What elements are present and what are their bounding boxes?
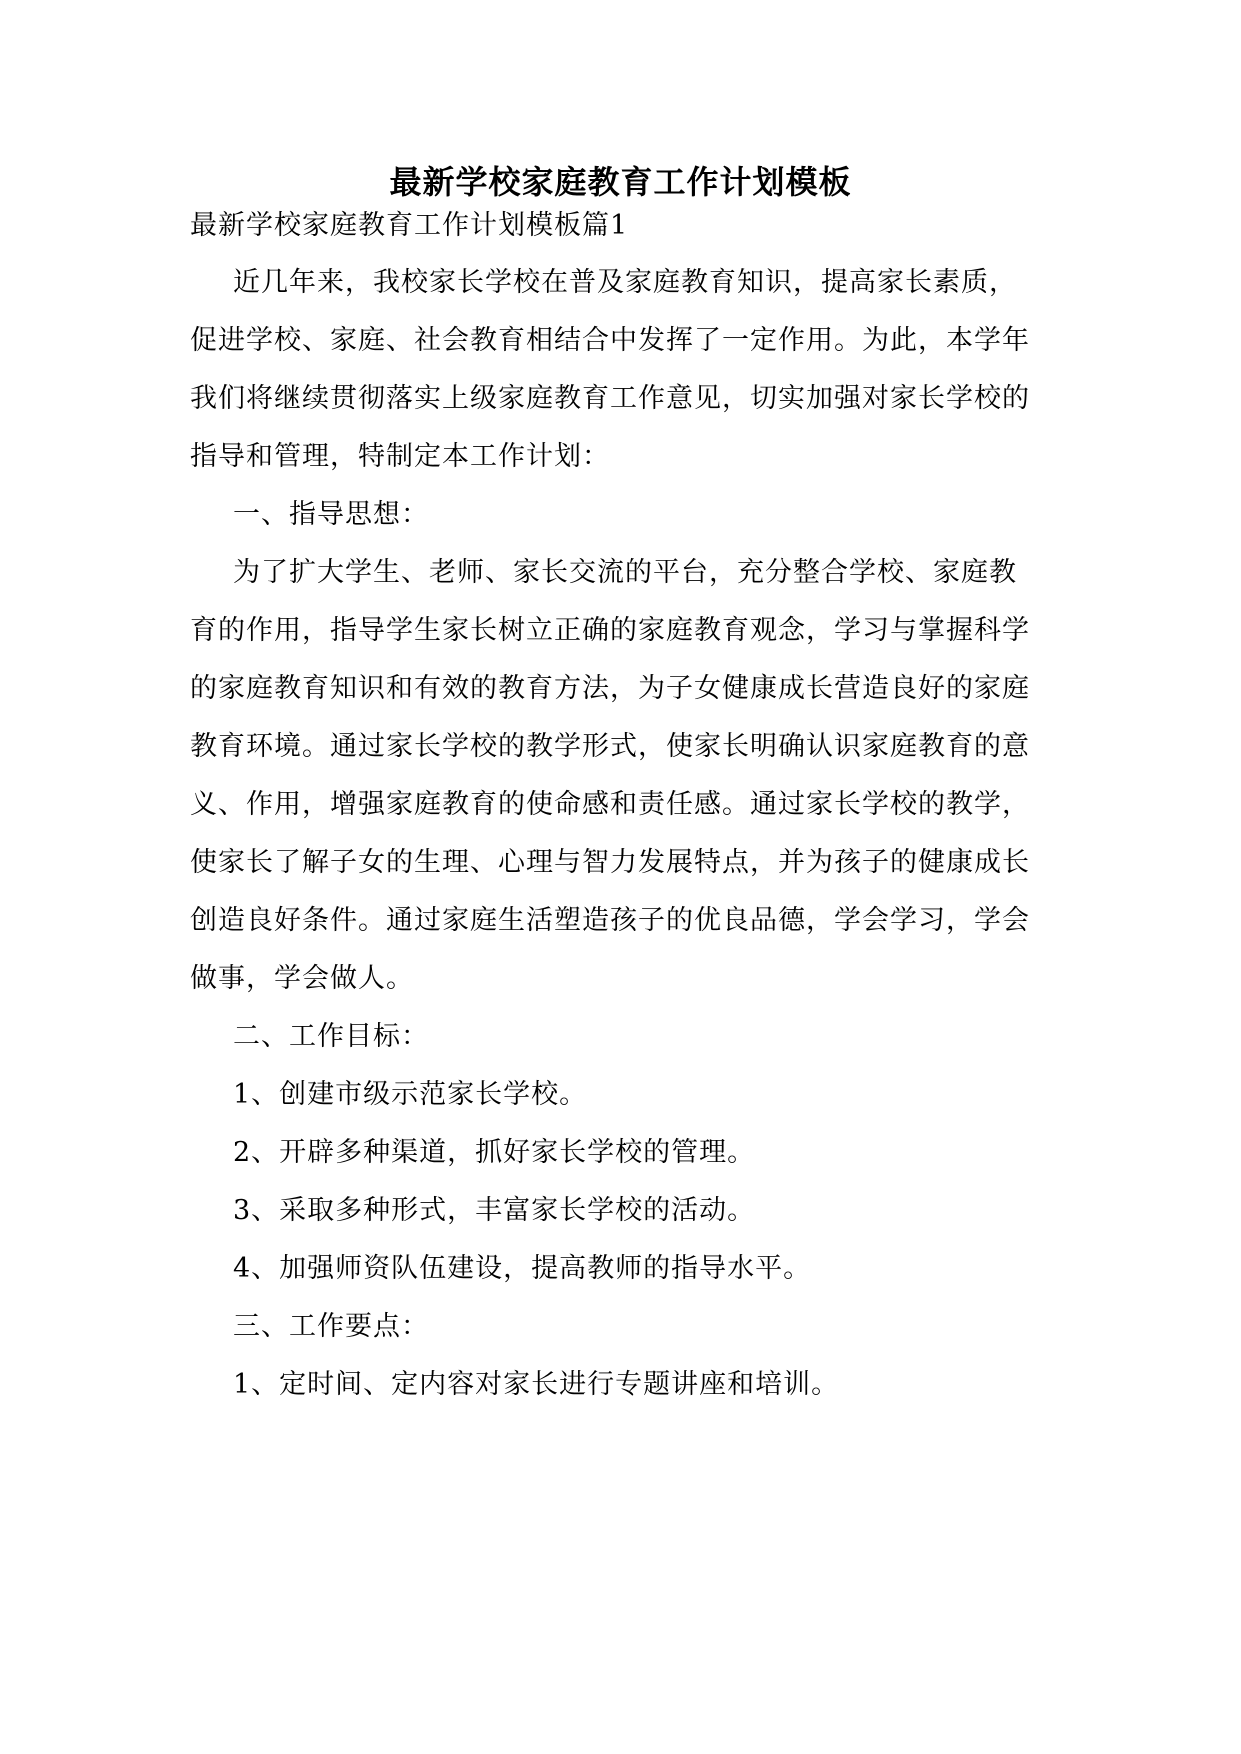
list-item: 3、采取多种形式，丰富家长学校的活动。 (233, 1195, 756, 1226)
paragraph-line: 为了扩大学生、老师、家长交流的平台，充分整合学校、家庭教 (233, 557, 1017, 588)
paragraph-line: 做事，学会做人。 (190, 963, 414, 994)
list-item: 2、开辟多种渠道，抓好家长学校的管理。 (233, 1137, 756, 1168)
list-item: 1、定时间、定内容对家长进行专题讲座和培训。 (233, 1369, 840, 1400)
paragraph-line: 创造良好条件。通过家庭生活塑造孩子的优良品德，学会学习，学会 (190, 905, 1030, 936)
paragraph-line: 的家庭教育知识和有效的教育方法，为子女健康成长营造良好的家庭 (190, 673, 1030, 704)
paragraph-line: 近几年来，我校家长学校在普及家庭教育知识，提高家长素质， (233, 267, 1017, 298)
paragraph-line: 我们将继续贯彻落实上级家庭教育工作意见，切实加强对家长学校的 (190, 383, 1030, 414)
section-heading: 一、指导思想： (233, 499, 429, 530)
paragraph-line: 义、作用，增强家庭教育的使命感和责任感。通过家长学校的教学， (190, 789, 1030, 820)
section-heading: 三、工作要点： (233, 1311, 429, 1342)
section-heading: 二、工作目标： (233, 1021, 429, 1052)
paragraph-line: 使家长了解子女的生理、心理与智力发展特点，并为孩子的健康成长 (190, 847, 1030, 878)
paragraph-line: 促进学校、家庭、社会教育相结合中发挥了一定作用。为此，本学年 (190, 325, 1030, 356)
paragraph-line: 育的作用，指导学生家长树立正确的家庭教育观念，学习与掌握科学 (190, 615, 1030, 646)
list-item: 4、加强师资队伍建设，提高教师的指导水平。 (233, 1253, 812, 1284)
list-item: 1、创建市级示范家长学校。 (233, 1079, 588, 1110)
paragraph-line: 指导和管理，特制定本工作计划： (190, 441, 610, 472)
document-subtitle: 最新学校家庭教育工作计划模板篇1 (190, 210, 629, 241)
paragraph-line: 教育环境。通过家长学校的教学形式，使家长明确认识家庭教育的意 (190, 731, 1030, 762)
document-title: 最新学校家庭教育工作计划模板 (389, 163, 852, 201)
